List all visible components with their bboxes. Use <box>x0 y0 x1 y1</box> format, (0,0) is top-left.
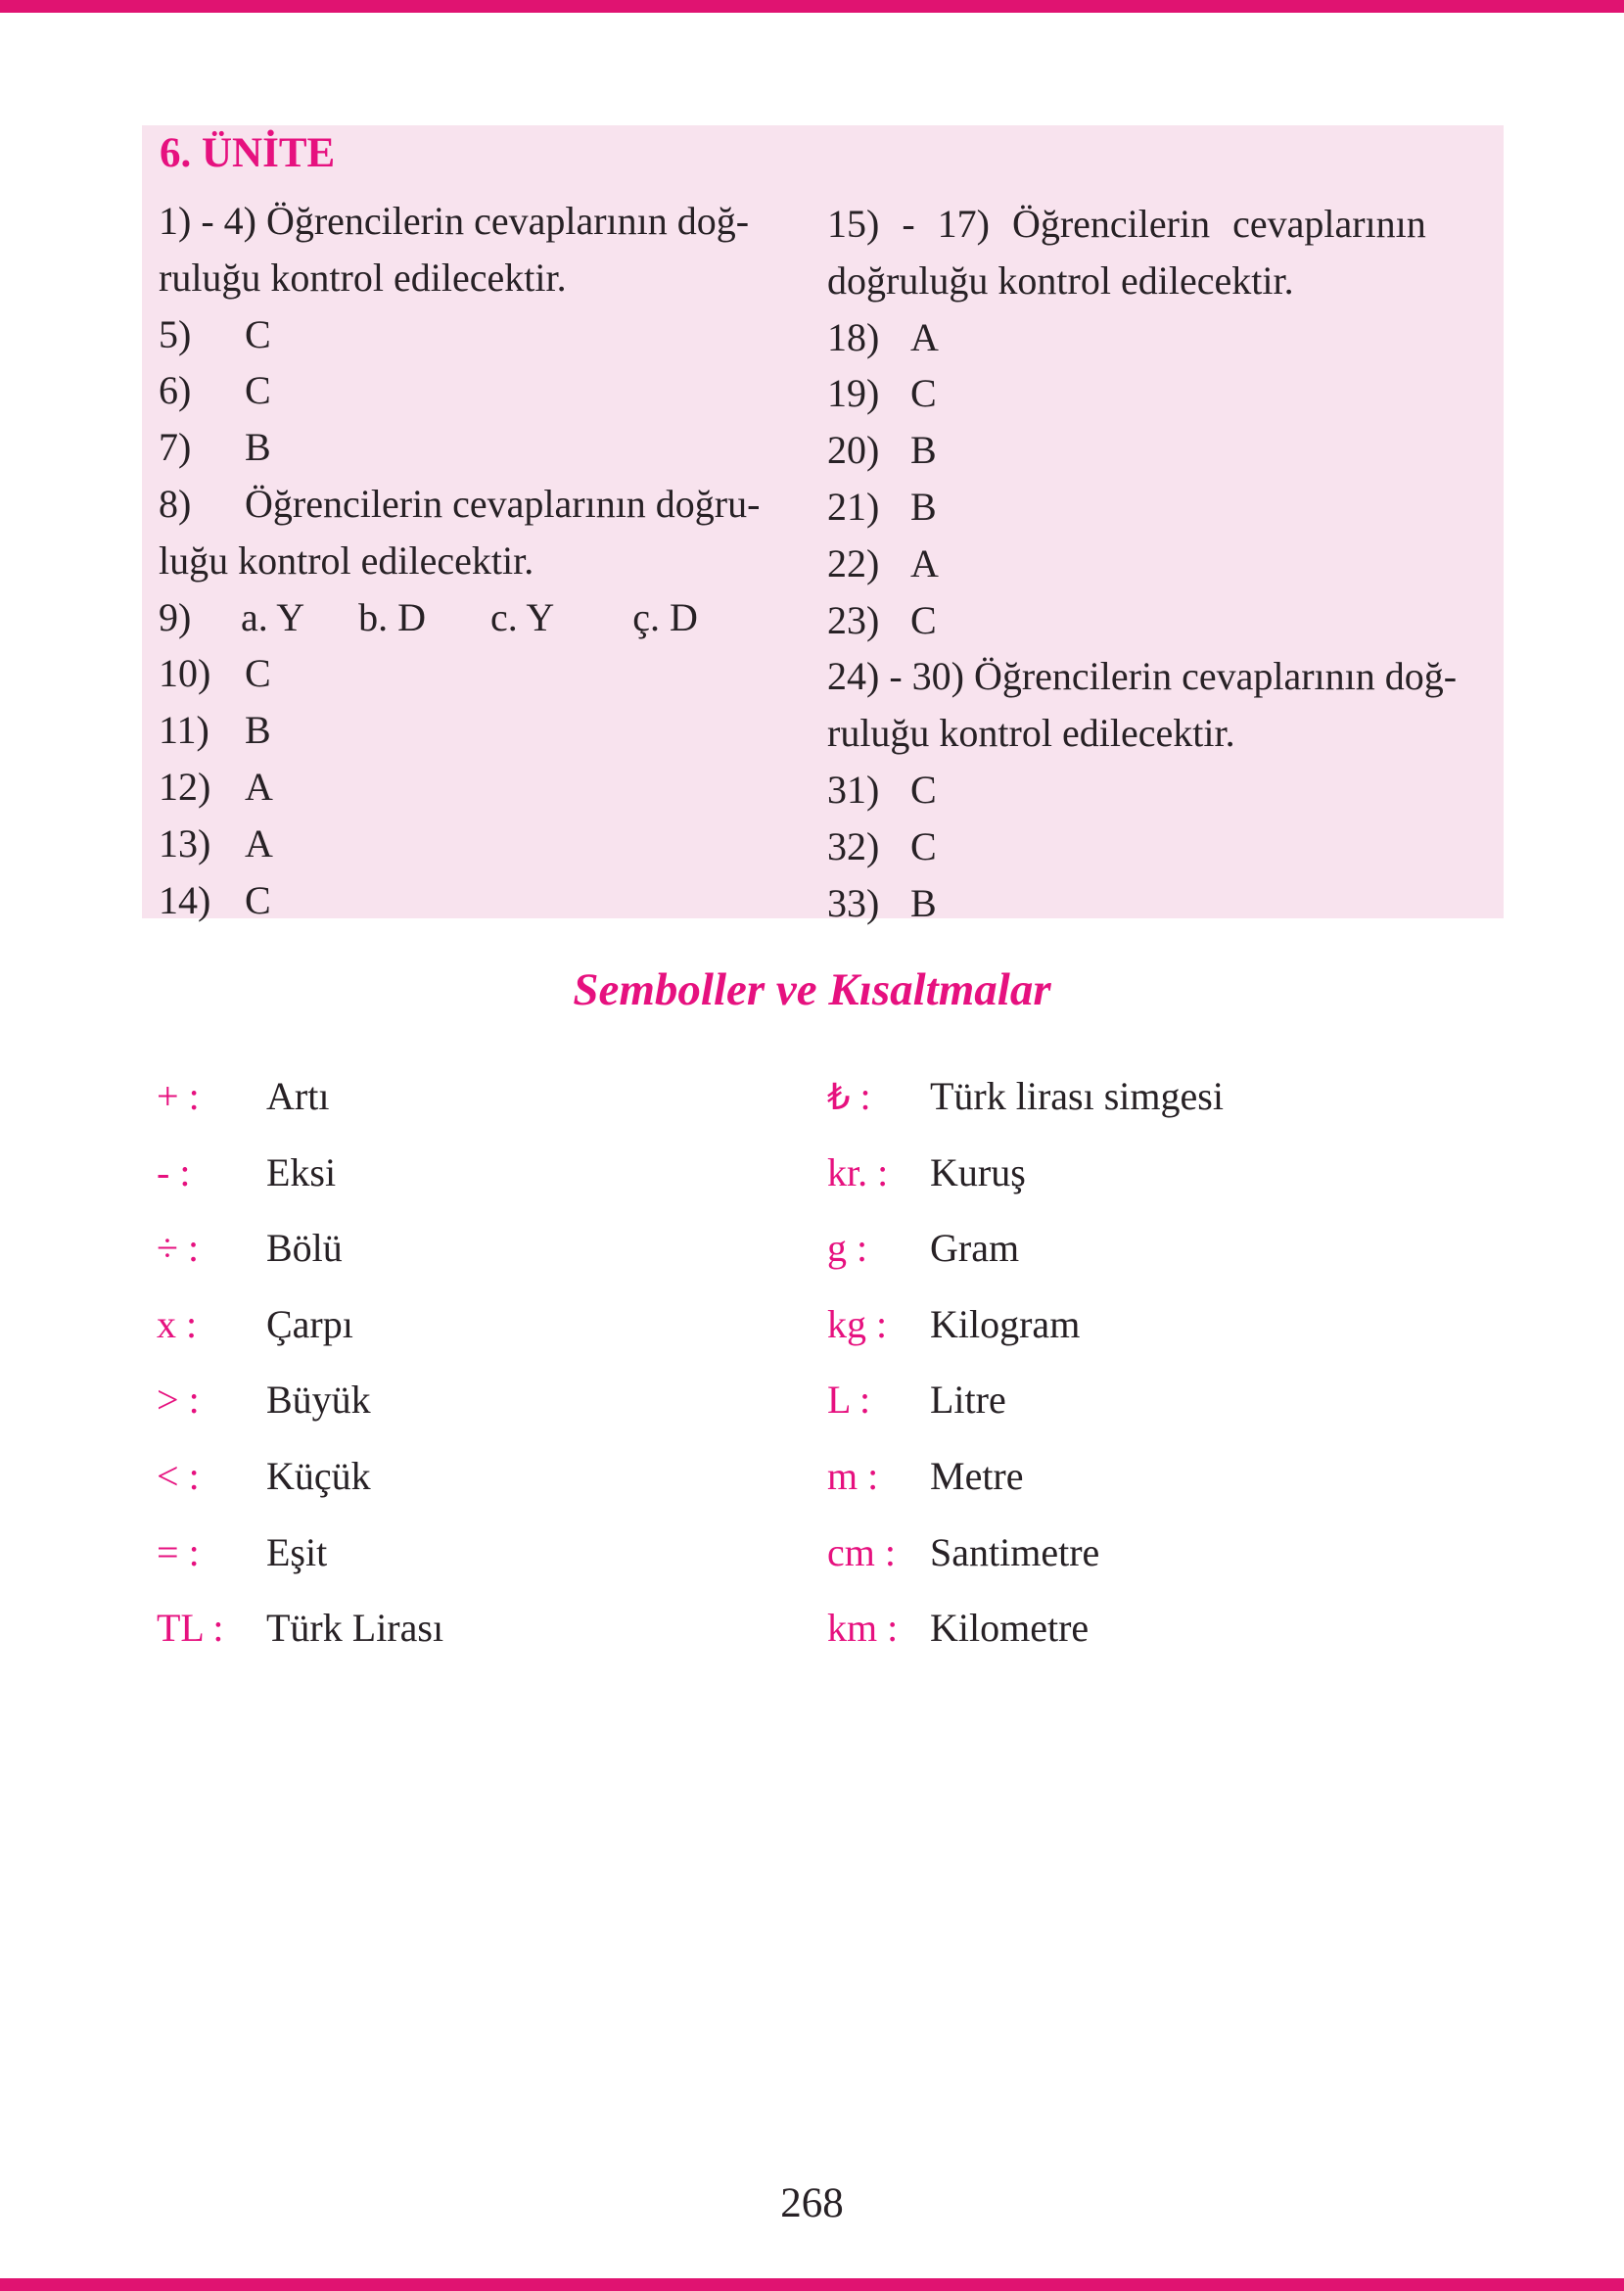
symbol-glyph: - <box>157 1149 170 1194</box>
symbol-abbreviation: m : <box>827 1453 879 1498</box>
symbol-abbreviation: g : <box>827 1226 868 1271</box>
answer-line <box>827 309 1503 366</box>
symbol-glyph: L <box>827 1378 850 1423</box>
answer-marker: 23) <box>827 597 880 642</box>
symbol-meaning: Bölü <box>266 1226 343 1271</box>
symbol-row <box>827 1453 1512 1529</box>
answer-value: C <box>910 597 937 642</box>
unit-title: 6. ÜNİTE <box>160 130 336 176</box>
symbol-meaning: Büyük <box>266 1378 371 1423</box>
symbol-row <box>827 1225 1512 1301</box>
answer-line <box>159 872 824 929</box>
symbol-meaning: Kilogram <box>930 1301 1081 1346</box>
symbol-meaning: Santimetre <box>930 1529 1100 1574</box>
answer-value: C <box>910 371 937 416</box>
symbol-abbreviation: cm : <box>827 1529 896 1574</box>
symbol-glyph: km <box>827 1606 878 1651</box>
symbol-row <box>827 1301 1512 1378</box>
answer-value: B <box>910 428 937 473</box>
answer-value: C <box>910 767 937 812</box>
answer-value: A <box>910 314 939 359</box>
answer-line <box>827 762 1503 818</box>
answer-line <box>827 479 1503 536</box>
answer-marker: 18) <box>827 314 880 359</box>
symbol-meaning: Kilometre <box>930 1606 1090 1651</box>
symbol-row <box>157 1605 793 1681</box>
symbol-meaning: Çarpı <box>266 1301 353 1346</box>
symbol-row <box>157 1149 793 1226</box>
answer-value: B <box>910 484 937 529</box>
symbol-glyph: ÷ <box>157 1226 178 1271</box>
symbol-abbreviation: TL : <box>157 1606 224 1651</box>
symbol-row <box>157 1529 793 1606</box>
answer-value: A <box>910 540 939 585</box>
page-number: 268 <box>780 2180 844 2226</box>
multi-line <box>159 589 824 646</box>
symbol-row <box>827 1149 1512 1226</box>
answer-line <box>159 419 824 476</box>
answer-marker: 10) <box>159 651 211 696</box>
symbol-meaning: Litre <box>930 1378 1006 1423</box>
symbol-row <box>827 1529 1512 1606</box>
answer-value: A <box>245 764 273 809</box>
symbol-meaning: Türk lirası simgesi <box>930 1074 1224 1118</box>
answer-line <box>827 818 1503 875</box>
para-line: ruluğu kontrol edilecektir. <box>159 255 567 300</box>
symbol-abbreviation: L : <box>827 1378 871 1423</box>
symbol-meaning: Gram <box>930 1226 1020 1271</box>
symbol-abbreviation: kr. : <box>827 1149 889 1194</box>
symbol-meaning: Eksi <box>266 1149 337 1194</box>
answer-value: C <box>910 823 937 868</box>
symbol-row <box>827 1605 1512 1681</box>
symbol-row <box>157 1453 793 1529</box>
symbol-abbreviation: + : <box>157 1074 200 1118</box>
answer-line <box>159 759 824 816</box>
answer-line <box>159 476 824 533</box>
answer-value: B <box>245 708 271 753</box>
answer-marker: 22) <box>827 540 880 585</box>
symbol-glyph: m <box>827 1453 858 1498</box>
answer-line <box>159 306 824 363</box>
answer-marker: 12) <box>159 764 211 809</box>
top-accent-bar <box>0 0 1624 13</box>
answer-sub-value: c. Y <box>490 594 555 639</box>
symbol-glyph: g <box>827 1226 847 1271</box>
symbol-abbreviation: ÷ : <box>157 1226 200 1271</box>
answer-marker: 13) <box>159 820 211 865</box>
symbol-glyph: + <box>157 1074 179 1118</box>
answer-marker: 20) <box>827 428 880 473</box>
symbol-row <box>157 1073 793 1149</box>
answer-line <box>827 365 1503 422</box>
symbol-meaning: Artı <box>266 1074 330 1118</box>
symbol-row <box>827 1073 1512 1149</box>
bottom-accent-bar <box>0 2278 1624 2291</box>
answer-marker: 31) <box>827 767 880 812</box>
answers-column-right <box>827 196 1503 931</box>
answer-sub-value: b. D <box>358 594 427 639</box>
symbol-glyph: TL <box>157 1606 204 1651</box>
para-line: 1) - 4) Öğrencilerin cevaplarının doğ- <box>159 199 750 243</box>
answer-marker: 5) <box>159 311 192 356</box>
symbol-abbreviation: > : <box>157 1378 200 1423</box>
symbol-abbreviation: km : <box>827 1606 899 1651</box>
answer-marker: 21) <box>827 484 880 529</box>
answer-line <box>159 645 824 702</box>
answer-marker: 8) <box>159 481 192 526</box>
symbols-column-left <box>157 1073 793 1681</box>
para-line: 24) - 30) Öğrencilerin cevaplarının doğ- <box>827 654 1458 699</box>
para-line: luğu kontrol edilecektir. <box>159 538 534 583</box>
symbol-glyph: = <box>157 1529 179 1574</box>
answer-marker: 19) <box>827 371 880 416</box>
answer-sub-value: a. Y <box>241 594 305 639</box>
answer-line <box>159 702 824 759</box>
answer-line <box>159 362 824 419</box>
answer-sub-value: ç. D <box>632 594 698 639</box>
symbol-glyph: kr. <box>827 1149 868 1194</box>
answer-marker: 6) <box>159 368 192 413</box>
turkish-lira-icon: ₺ <box>827 1076 851 1118</box>
symbol-meaning: Metre <box>930 1453 1024 1498</box>
unit-answer-box <box>142 125 1504 925</box>
symbols-section-title: Semboller ve Kısaltmalar <box>573 964 1051 1015</box>
symbol-glyph: x <box>157 1301 176 1346</box>
answer-value: C <box>245 651 271 696</box>
para-line: 15) - 17) Öğrencilerin cevaplarının <box>827 202 1426 246</box>
symbol-glyph: < <box>157 1453 179 1498</box>
answer-marker: 9) <box>159 594 192 639</box>
symbol-meaning: Küçük <box>266 1453 371 1498</box>
answer-value: C <box>245 311 271 356</box>
para-line: doğruluğu kontrol edilecektir. <box>827 257 1294 303</box>
symbol-abbreviation: kg : <box>827 1301 888 1346</box>
para-line: ruluğu kontrol edilecektir. <box>827 711 1235 756</box>
symbol-row <box>157 1377 793 1453</box>
symbol-glyph: kg <box>827 1301 866 1346</box>
symbol-abbreviation: = : <box>157 1529 200 1574</box>
symbol-glyph: > <box>157 1378 179 1423</box>
symbol-abbreviation: ₺ : <box>827 1074 871 1118</box>
answer-marker: 11) <box>159 708 209 753</box>
symbol-meaning: Eşit <box>266 1529 328 1574</box>
answer-marker: 33) <box>827 880 880 925</box>
answer-value: B <box>910 880 937 925</box>
symbol-abbreviation: < : <box>157 1453 200 1498</box>
answers-column-left <box>159 193 824 928</box>
symbol-abbreviation: x : <box>157 1301 198 1346</box>
symbol-row <box>157 1301 793 1378</box>
symbol-abbreviation: - : <box>157 1149 191 1194</box>
symbol-glyph: cm <box>827 1529 875 1574</box>
answer-value: B <box>245 425 271 470</box>
symbol-meaning: Türk Lirası <box>266 1606 444 1651</box>
answer-line <box>827 422 1503 479</box>
symbol-row <box>157 1225 793 1301</box>
answer-value: C <box>245 368 271 413</box>
answer-marker: 14) <box>159 877 211 922</box>
answer-line <box>827 875 1503 932</box>
answer-line <box>159 816 824 872</box>
answer-value: C <box>245 877 271 922</box>
answer-value: Öğrencilerin cevaplarının doğru- <box>245 481 761 526</box>
answer-value: A <box>245 820 273 865</box>
answer-line <box>827 536 1503 592</box>
answer-marker: 7) <box>159 425 192 470</box>
answer-marker: 32) <box>827 823 880 868</box>
symbol-meaning: Kuruş <box>930 1149 1026 1194</box>
symbol-row <box>827 1377 1512 1453</box>
symbols-column-right <box>827 1073 1512 1681</box>
answer-line <box>827 592 1503 649</box>
